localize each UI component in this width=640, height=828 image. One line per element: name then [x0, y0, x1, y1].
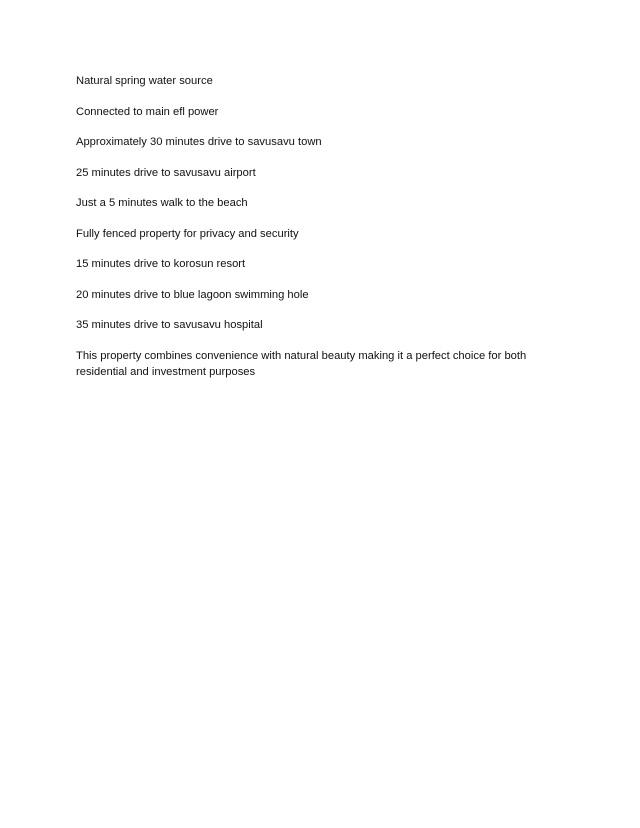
- feature-lagoon-distance: 20 minutes drive to blue lagoon swimming hole: [76, 288, 309, 301]
- summary-paragraph: This property combines convenience with natural beauty making it a perfect choice for both residential and investment purposes: [76, 349, 527, 378]
- feature-beach-distance: Just a 5 minutes walk to the beach: [76, 197, 248, 209]
- feature-hospital-distance: 35 minutes drive to savusavu hospital: [76, 319, 263, 331]
- feature-airport-distance: 25 minutes drive to savusavu airport: [76, 166, 256, 179]
- feature-town-distance: Approximately 30 minutes drive to savusavu town: [76, 136, 322, 148]
- feature-power: Connected to main efl power: [76, 105, 219, 118]
- feature-fencing: Fully fenced property for privacy and security: [76, 227, 299, 240]
- document-body: [76, 73, 566, 394]
- feature-water-source: Natural spring water source: [76, 75, 213, 87]
- feature-resort-distance: 15 minutes drive to korosun resort: [76, 258, 246, 270]
